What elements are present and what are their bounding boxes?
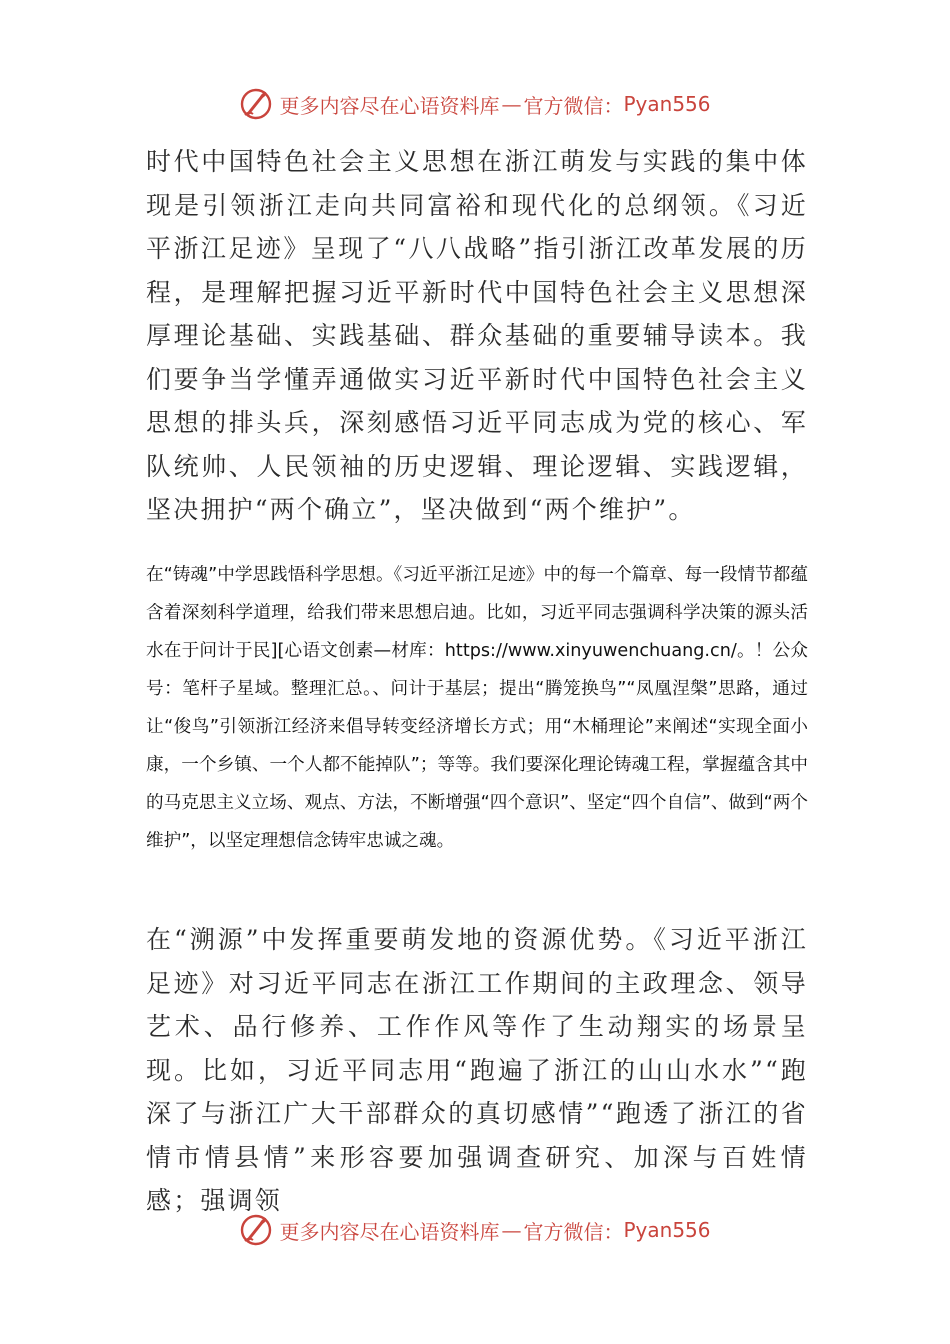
banner-text: 更多内容尽在心语资料库	[279, 93, 500, 118]
banner-separator: —	[501, 92, 522, 116]
banner-wechat-label: 官方微信：	[523, 1219, 624, 1244]
footer-watermark-banner	[0, 1210, 950, 1250]
quill-logo-icon	[239, 1213, 273, 1247]
header-watermark-banner	[0, 84, 950, 124]
body-paragraph-2: 在“铸魂”中学思践悟科学思想。《习近平浙江足迹》中的每一个篇章、每一段情节都蕴含着深刻科学道理，给我们带来思想启迪。比如，习近平同志强调科学决策的源头活水在于问计于民][心语文创素—材库：https://www.xinyuwenchuang.cn/。！公众号：笔杆子星域。整理汇总。、问计于基层；提出“腾笼换鸟”“凤凰涅槃”思路，通过让“俊鸟”引领浙江经济来倡导转变经济增长方式；用“木桶理论”来阐述“实现全面小康，一个乡镇、一个人都不能掉队”；等等。我们要深化理论铸魂工程，掌握蕴含其中的马克思主义立场、观点、方法，不断增强“四个意识”、坚定“四个自信”、做到“两个维护”，以坚定理想信念铸牢忠诚之魂。	[146, 565, 808, 851]
banner-wechat-id: Pyan556	[623, 92, 711, 116]
body-paragraph-3: 在“溯源”中发挥重要萌发地的资源优势。《习近平浙江足迹》对习近平同志在浙江工作期间的主政理念、领导艺术、品行修养、工作作风等作了生动翔实的场景呈现。比如，习近平同志用“跑遍了浙江的山山水水”“跑深了与浙江广大干部群众的真切感情”“跑透了浙江的省情市情县情”来形容要加强调查研究、加深与百姓情感；强调领	[146, 925, 808, 1215]
body-paragraph-1: 时代中国特色社会主义思想在浙江萌发与实践的集中体现是引领浙江走向共同富裕和现代化的总纲领。《习近平浙江足迹》呈现了“八八战略”指引浙江改革发展的历程，是理解把握习近平新时代中国特色社会主义思想深厚理论基础、实践基础、群众基础的重要辅导读本。我们要争当学懂弄通做实习近平新时代中国特色社会主义思想的排头兵，深刻感悟习近平同志成为党的核心、军队统帅、人民领袖的历史逻辑、理论逻辑、实践逻辑，坚决拥护“两个确立”，坚决做到“两个维护”。	[146, 147, 808, 524]
quill-logo-icon	[239, 87, 273, 121]
banner-text: 更多内容尽在心语资料库	[279, 1219, 500, 1244]
banner-wechat-id: Pyan556	[623, 1218, 711, 1242]
banner-separator: —	[501, 1218, 522, 1242]
banner-wechat-label: 官方微信：	[523, 93, 624, 118]
